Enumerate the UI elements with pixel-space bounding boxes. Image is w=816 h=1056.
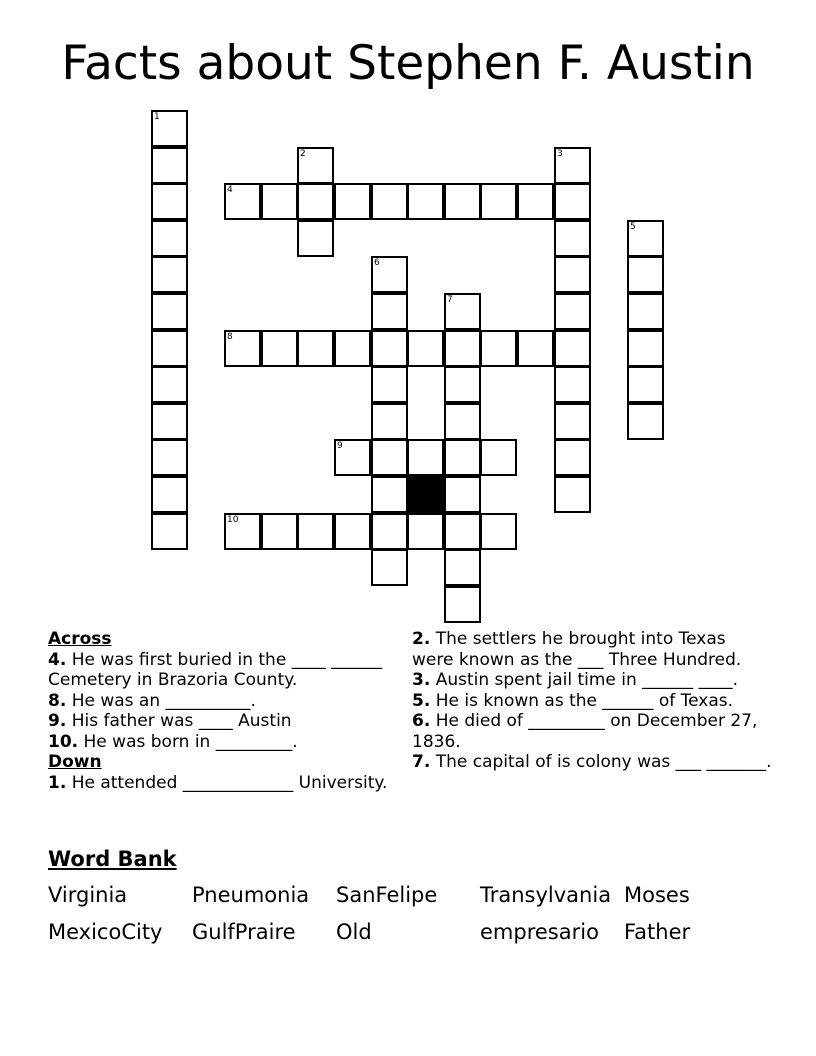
crossword-cell[interactable] [151,330,188,367]
crossword-cell[interactable] [554,147,591,184]
crossword-cell[interactable] [261,513,298,550]
crossword-cell[interactable] [224,330,261,367]
crossword-cell[interactable] [480,513,517,550]
word-bank-word: Old [336,920,372,944]
word-bank-word: Father [624,920,691,944]
crossword-cell[interactable] [444,549,481,586]
clue-text: He attended _____________ University. [66,772,388,793]
crossword-cell[interactable] [151,147,188,184]
clue-text: He was an __________. [66,690,256,711]
crossword-cell[interactable] [444,586,481,623]
crossword-cell[interactable] [297,220,334,257]
crossword-cell[interactable] [261,183,298,220]
clue-number: 7. [412,752,431,772]
clue-number-label: 8 [227,332,233,342]
word-bank-title: Word Bank [48,847,177,871]
crossword-cell[interactable] [407,330,444,367]
word-bank-word: SanFelipe [336,883,438,907]
clue-number-label: 7 [447,295,453,305]
crossword-cell[interactable] [224,513,261,550]
clue-number: 10. [48,731,79,752]
crossword-cell[interactable] [334,183,371,220]
clue-number: 2. [412,629,431,649]
clue-number-label: 6 [374,258,380,268]
crossword-cell[interactable] [444,183,481,220]
crossword-cell[interactable] [151,476,188,513]
crossword-cell[interactable] [554,293,591,330]
clue-across-10 [48,732,398,753]
clue-number-label: 2 [300,149,306,159]
clue-text: Austin spent jail time in ______ ____. [430,670,738,690]
clues-left-column [48,629,398,793]
crossword-cell[interactable] [444,330,481,367]
clue-number: 4. [48,649,67,670]
clue-text: He is known as the ______ of Texas. [430,690,734,711]
word-bank-word: Moses [624,883,690,907]
clue-across-8 [48,691,398,712]
crossword-cell[interactable] [151,220,188,257]
crossword-cell[interactable] [334,439,371,476]
crossword-cell[interactable] [480,330,517,367]
clue-number-label: 5 [630,222,636,232]
clue-text: His father was ____ Austin [66,711,292,731]
clue-number: 5. [412,690,431,711]
down-heading: Down [48,752,102,772]
crossword-cell[interactable] [627,366,664,403]
clue-number: 3. [412,670,431,690]
clue-across-9 [48,711,398,732]
clue-text: He died of _________ on December 27, 1836. [412,711,758,752]
clue-down-5 [412,691,772,712]
crossword-cell[interactable] [297,513,334,550]
clue-number: 9. [48,711,67,731]
crossword-cell[interactable] [151,366,188,403]
crossword-cell[interactable] [297,147,334,184]
crossword-cell[interactable] [371,476,408,513]
crossword-cell[interactable] [334,330,371,367]
clue-number: 6. [412,711,431,731]
crossword-cell[interactable] [554,220,591,257]
crossword-cell[interactable] [371,330,408,367]
clue-text: He was born in _________. [78,731,298,752]
crossword-cell[interactable] [627,403,664,440]
crossword-cell[interactable] [444,476,481,513]
crossword-cell[interactable] [554,476,591,513]
crossword-cell[interactable] [517,183,554,220]
crossword-cell[interactable] [554,366,591,403]
crossword-cell[interactable] [554,403,591,440]
crossword-cell[interactable] [151,403,188,440]
crossword-cell[interactable] [444,439,481,476]
word-bank-word: Pneumonia [192,883,310,907]
clue-down-2 [412,629,772,670]
word-bank-word: MexicoCity [48,920,163,944]
clues-right-column [412,629,772,773]
clue-number-label: 3 [557,149,563,159]
crossword-cell[interactable] [444,293,481,330]
word-bank-word: Transylvania [480,883,612,907]
clue-text: He was first buried in the ____ ______ Cemetery in Brazoria County. [48,649,383,690]
crossword-cell[interactable] [297,330,334,367]
crossword-cell[interactable] [334,513,371,550]
crossword-cell[interactable] [444,513,481,550]
crossword-cell[interactable] [371,293,408,330]
crossword-cell[interactable] [480,183,517,220]
crossword-cell[interactable] [554,256,591,293]
crossword-cell[interactable] [554,439,591,476]
crossword-cell[interactable] [224,183,261,220]
crossword-cell[interactable] [151,293,188,330]
crossword-cell[interactable] [371,366,408,403]
clue-number-label: 10 [227,515,239,525]
crossword-cell[interactable] [371,439,408,476]
crossword-cell[interactable] [407,439,444,476]
clue-number: 8. [48,690,67,711]
crossword-cell[interactable] [480,439,517,476]
clue-number-label: 4 [227,185,233,195]
word-bank-word: Virginia [48,883,128,907]
crossword-cell[interactable] [371,549,408,586]
crossword-cell[interactable] [297,183,334,220]
clue-down-7 [412,752,772,773]
crossword-cell[interactable] [261,330,298,367]
across-heading: Across [48,629,112,649]
crossword-cell[interactable] [627,330,664,367]
crossword-cell[interactable] [627,220,664,257]
clue-down-1 [48,773,398,794]
clue-down-6 [412,711,772,752]
crossword-cell[interactable] [371,183,408,220]
crossword-cell[interactable] [554,183,591,220]
crossword-cell[interactable] [517,330,554,367]
crossword-cell[interactable] [407,183,444,220]
crossword-cell[interactable] [371,513,408,550]
crossword-cell[interactable] [444,366,481,403]
crossword-cell[interactable] [151,110,188,147]
crossword-cell[interactable] [371,256,408,293]
crossword-cell[interactable] [151,183,188,220]
clue-text: The settlers he brought into Texas were known as the ___ Three Hundred. [412,629,742,670]
crossword-cell[interactable] [151,256,188,293]
crossword-cell[interactable] [371,403,408,440]
clue-down-3 [412,670,772,691]
clue-number: 1. [48,772,67,793]
crossword-cell[interactable] [444,403,481,440]
clue-number-label: 9 [337,441,343,451]
crossword-cell[interactable] [627,256,664,293]
crossword-cell[interactable] [151,439,188,476]
word-bank-word: GulfPraire [192,920,296,944]
crossword-cell[interactable] [627,293,664,330]
crossword-cell[interactable] [554,330,591,367]
word-bank-word: empresario [480,920,599,944]
page-title: Facts about Stephen F. Austin [61,36,755,91]
clue-text: The capital of is colony was ___ _______. [430,752,772,772]
crossword-block [407,476,444,513]
clue-across-4 [48,650,398,691]
clue-number-label: 1 [154,112,160,122]
crossword-cell[interactable] [151,513,188,550]
crossword-cell[interactable] [407,513,444,550]
